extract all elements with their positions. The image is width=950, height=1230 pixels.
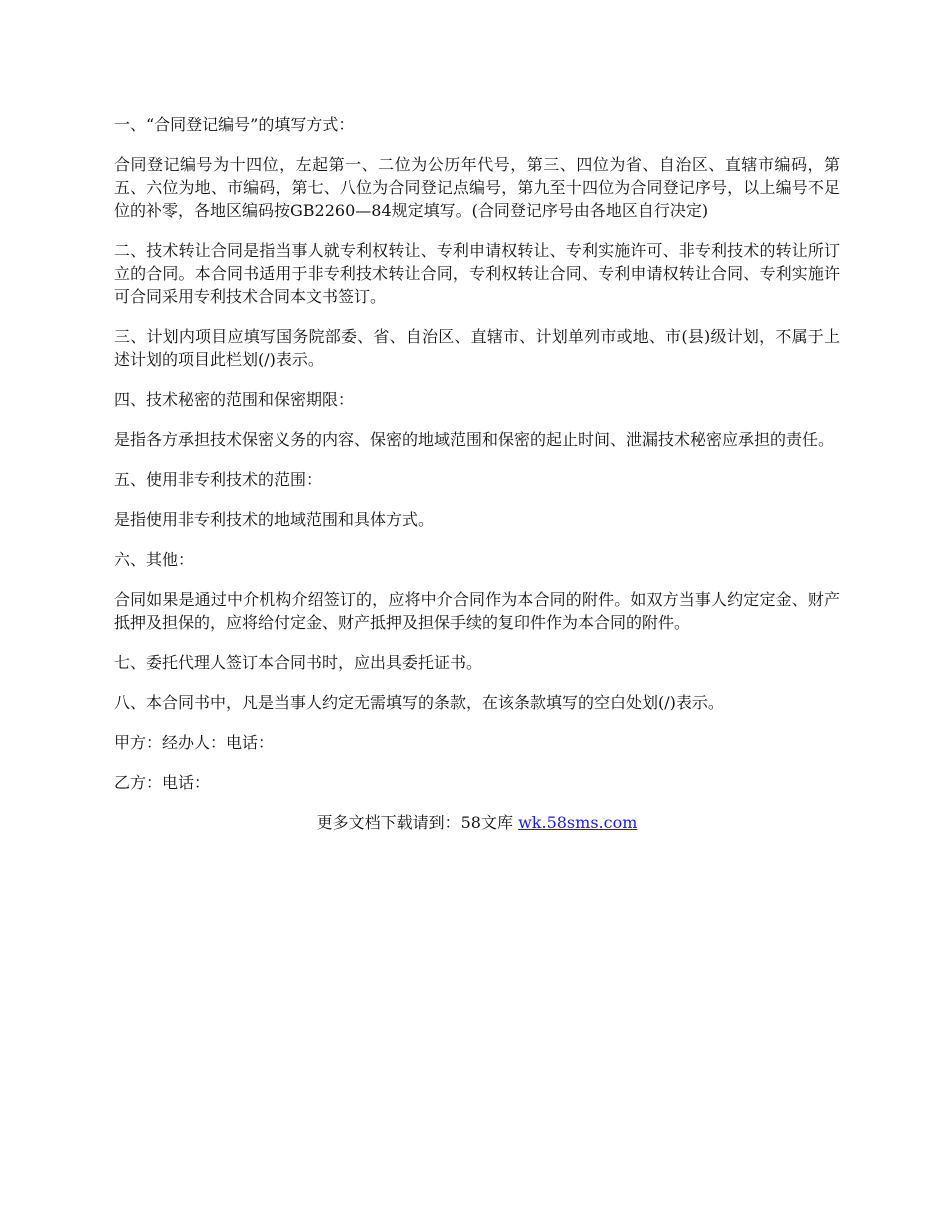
section-4-text: 是指各方承担技术保密义务的内容、保密的地域范围和保密的起止时间、泄漏技术秘密应承担的责任。 <box>114 430 835 449</box>
party-b-signature-line: 乙方：电话： <box>114 773 211 792</box>
section-4-heading: 四、技术秘密的范围和保密期限： <box>114 390 355 409</box>
section-5-heading: 五、使用非专利技术的范围： <box>114 470 323 489</box>
document-body <box>114 113 840 834</box>
section-1-text: 合同登记编号为十四位，左起第一、二位为公历年代号，第三、四位为省、自治区、直辖市编码，第五、六位为地、市编码，第七、八位为合同登记点编号，第九至十四位为合同登记序号，以上编号不足位的补零，各地区编码按GB2260—84规定填写。(合同登记序号由各地区自行决定) <box>114 155 840 220</box>
section-7-text: 七、委托代理人签订本合同书时，应出具委托证书。 <box>114 653 483 672</box>
section-2-text: 二、技术转让合同是指当事人就专利权转让、专利申请权转让、专利实施许可、非专利技术的转让所订立的合同。本合同书适用于非专利技术转让合同，专利权转让合同、专利申请权转让合同、专利实施许可合同采用专利技术合同本文书签订。 <box>114 241 840 306</box>
section-1-heading: 一、“合同登记编号”的填写方式： <box>114 115 355 134</box>
section-5-text: 是指使用非专利技术的地域范围和具体方式。 <box>114 510 435 529</box>
footer-link[interactable]: wk.58sms.com <box>518 813 638 832</box>
section-6-heading: 六、其他： <box>114 550 195 569</box>
section-6-text: 合同如果是通过中介机构介绍签订的，应将中介合同作为本合同的附件。如双方当事人约定定金、财产抵押及担保的，应将给付定金、财产抵押及担保手续的复印件作为本合同的附件。 <box>114 590 840 632</box>
footer-text: 更多文档下载请到：58文库 <box>316 813 513 832</box>
section-3-text: 三、计划内项目应填写国务院部委、省、自治区、直辖市、计划单列市或地、市(县)级计划，不属于上述计划的项目此栏划(/)表示。 <box>114 327 840 369</box>
footer-note <box>114 811 840 834</box>
section-8-text: 八、本合同书中，凡是当事人约定无需填写的条款，在该条款填写的空白处划(/)表示。 <box>114 693 724 712</box>
party-a-signature-line: 甲方：经办人：电话： <box>114 733 275 752</box>
